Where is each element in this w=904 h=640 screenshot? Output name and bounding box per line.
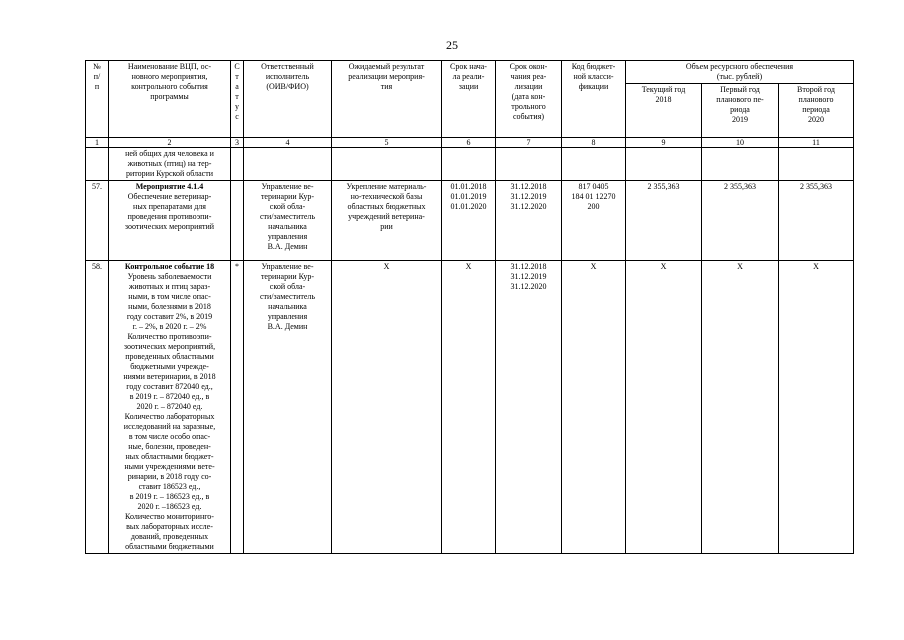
row-2018: Х <box>626 261 702 554</box>
row-executor <box>244 148 332 181</box>
program-table <box>85 60 854 554</box>
row-2019 <box>702 148 779 181</box>
row-name-text: Обеспечение ветеринар- ных препаратами для проведения противоэпи- зоотических мероприятий <box>124 192 215 231</box>
row-code: Х <box>562 261 626 554</box>
column-number: 5 <box>332 138 442 148</box>
row-name <box>109 148 231 181</box>
column-number: 10 <box>702 138 779 148</box>
row-executor: Управление ве- теринарии Кур- ской обла- сти/заместитель начальника управления В.А. Демин <box>244 181 332 261</box>
header-budget-code: Код бюджет- ной класси- фикации <box>562 61 626 138</box>
column-number: 11 <box>779 138 854 148</box>
header-current-year: Текущий год 2018 <box>626 84 702 138</box>
row-end: 31.12.2018 31.12.2019 31.12.2020 <box>496 261 562 554</box>
row-result: Укрепление материаль- но-технической базы областных бюджетных учреждений ветерина- рии <box>332 181 442 261</box>
header-result: Ожидаемый результат реализации мероприя- тия <box>332 61 442 138</box>
row-name-text: Уровень заболеваемости животных и птиц зараз- ными, в том числе опас- ными, болезнями в 2018 году составит 2%, в 2019 г. – 2%, в 2020 г. – 2% Количество противоэпи- зоотических мероприятий, проведенных областными бюджетными учрежде- ниями ветеринарии, в 2018 году составит 872040 ед., в 2019 г. – 872040 ед., в 2020 г. – 872040 ед. Количество лабораторных исследований на заразные, в том числе особо опас- ные, болезни, проведен- ных областными бюджет- ными учреждениями вете- ринарии, в 2018 году со- ставит 186523 ед., в 2019 г. – 186523 ед., в 2020 г. –186523 ед. Количество мониторинго- вых лабораторных иссле- дований, проведенных областными бюджетными <box>123 272 216 551</box>
column-number: 7 <box>496 138 562 148</box>
row-start <box>442 148 496 181</box>
row-status <box>231 148 244 181</box>
row-name-text: ней общих для человека и животных (птиц) на тер- ритории Курской области <box>125 149 214 178</box>
header-executor: Ответственный исполнитель (ОИВ/ФИО) <box>244 61 332 138</box>
row-2020 <box>779 148 854 181</box>
row-name <box>109 261 231 554</box>
column-number: 8 <box>562 138 626 148</box>
row-2020: Х <box>779 261 854 554</box>
header-end: Срок окон- чания реа- лизации (дата кон- трольного события) <box>496 61 562 138</box>
row-start: Х <box>442 261 496 554</box>
row-name-title: Контрольное событие 18 <box>124 262 215 271</box>
column-number: 6 <box>442 138 496 148</box>
header-resources: Объем ресурсного обеспечения (тыс. рублей) <box>626 61 854 84</box>
row-2020: 2 355,363 <box>779 181 854 261</box>
row-num: 57. <box>86 181 109 261</box>
row-status <box>231 181 244 261</box>
header-row-1 <box>86 61 854 84</box>
column-number: 1 <box>86 138 109 148</box>
row-end <box>496 148 562 181</box>
header-start: Срок нача- ла реали- зации <box>442 61 496 138</box>
column-number: 2 <box>109 138 231 148</box>
row-end: 31.12.2018 31.12.2019 31.12.2020 <box>496 181 562 261</box>
row-code <box>562 148 626 181</box>
row-num <box>86 148 109 181</box>
row-start: 01.01.2018 01.01.2019 01.01.2020 <box>442 181 496 261</box>
column-number-row <box>86 138 854 148</box>
row-2019: 2 355,363 <box>702 181 779 261</box>
header-second-year: Второй год планового периода 2020 <box>779 84 854 138</box>
row-result: Х <box>332 261 442 554</box>
column-number: 3 <box>231 138 244 148</box>
row-2018: 2 355,363 <box>626 181 702 261</box>
header-status: С т а т у с <box>231 61 244 138</box>
row-num: 58. <box>86 261 109 554</box>
column-number: 4 <box>244 138 332 148</box>
page-number: 25 <box>446 38 458 52</box>
table-row <box>86 181 854 261</box>
row-name <box>109 181 231 261</box>
row-name-title: Мероприятие 4.1.4 <box>135 182 204 191</box>
header-first-year: Первый год планового пе- риода 2019 <box>702 84 779 138</box>
row-code: 817 0405 184 01 12270 200 <box>562 181 626 261</box>
header-name: Наименование ВЦП, ос- новного мероприятия, контрольного события программы <box>109 61 231 138</box>
row-status: * <box>231 261 244 554</box>
column-number: 9 <box>626 138 702 148</box>
row-executor: Управление ве- теринарии Кур- ской обла- сти/заместитель начальника управления В.А. Демин <box>244 261 332 554</box>
header-num: № п/ п <box>86 61 109 138</box>
table-row <box>86 148 854 181</box>
row-2018 <box>626 148 702 181</box>
table-row <box>86 261 854 554</box>
row-result <box>332 148 442 181</box>
row-2019: Х <box>702 261 779 554</box>
